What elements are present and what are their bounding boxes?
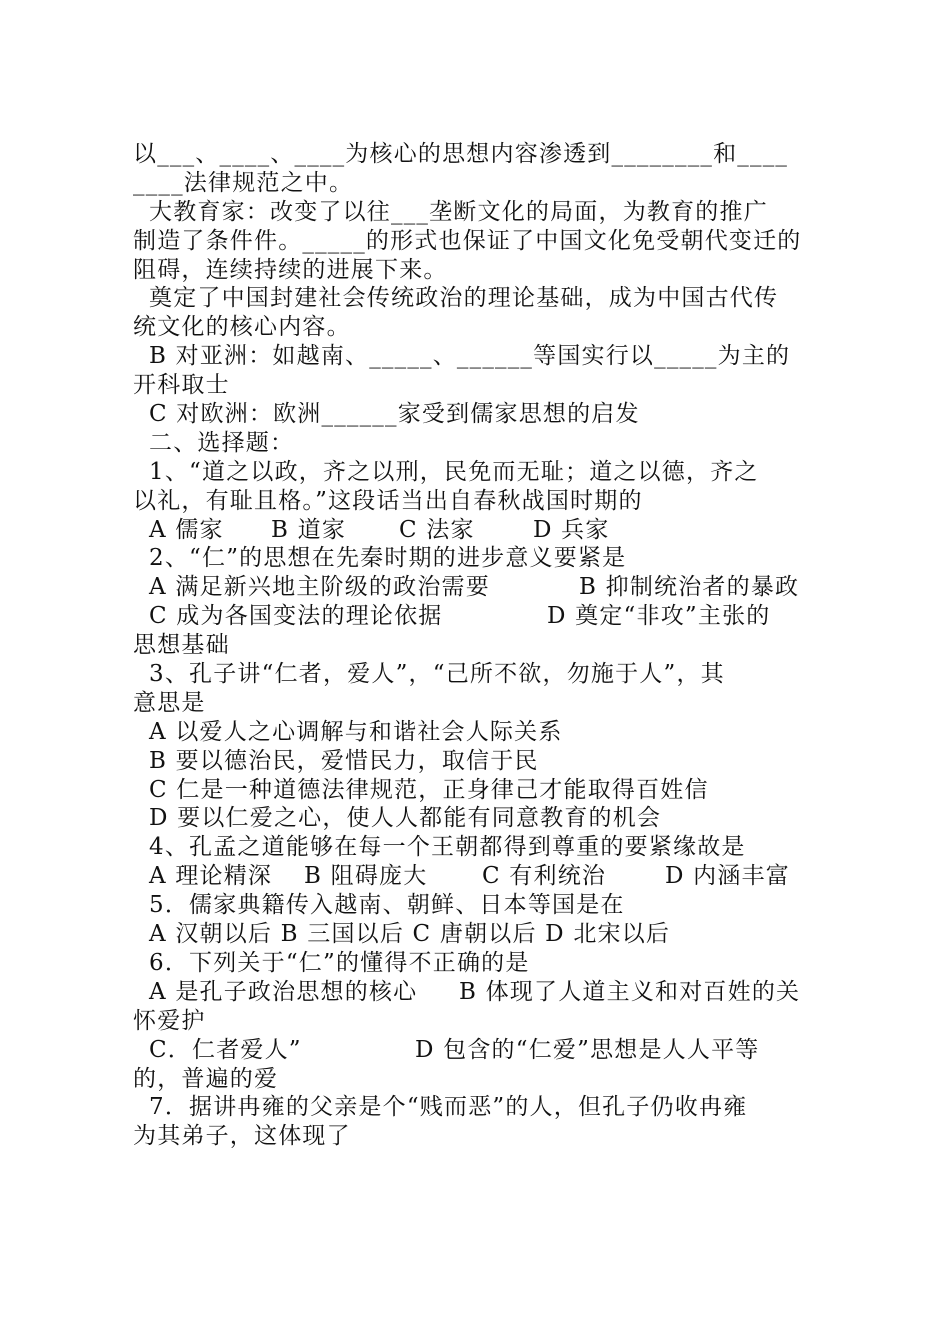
question-6-options-row2 [133,1036,823,1065]
question-6-options-row1 [133,978,823,1007]
text-line: C 对欧洲：欧洲______家受到儒家思想的启发 [149,401,640,428]
document-body [133,140,823,1151]
question-7-stem-cont: 为其弟子，这体现了 [133,1123,351,1150]
question-2-options-row1 [133,573,823,602]
option-b: B 要以德治民，爱惜民力，取信于民 [149,747,539,774]
question-7-stem: 7．据讲冉雍的父亲是个“贱而恶”的人，但孔子仍收冉雍 [149,1094,748,1121]
text-line: 开科取士 [133,372,230,399]
option-a: A 理论精深 [149,863,273,890]
question-1-stem-cont: 以礼，有耻且格。”这段话当出自春秋战国时期的 [133,487,643,514]
question-1-options [133,516,823,545]
text-line: ____法律规范之中。 [133,169,354,196]
question-3-stem-cont: 意思是 [133,689,206,716]
option-b: B 道家 [271,516,347,543]
option-d: D 奠定“非攻”主张的 [547,603,771,630]
option-b: B 体现了人道主义和对百姓的关 [459,978,801,1005]
option-d: D 要以仁爱之心，使人人都能有同意教育的机会 [149,805,662,832]
text-line: 阻碍，连续持续的进展下来。 [133,256,448,283]
option-b: B 抑制统治者的暴政 [579,574,800,601]
option-b-cont: 怀爱护 [133,1007,206,1034]
question-4-stem: 4、孔孟之道能够在每一个王朝都得到尊重的要紧缘故是 [149,834,746,861]
option-d-cont: 的，普遍的爱 [133,1065,279,1092]
option-d: D 内涵丰富 [665,863,790,890]
option-a: A 儒家 [149,516,224,543]
option-b: B 阻碍庞大 [304,863,428,890]
section-heading: 二、选择题： [149,429,295,456]
option-c: C 法家 [399,516,475,543]
text-line: 奠定了中国封建社会传统政治的理论基础，成为中国古代传 [149,285,779,312]
option-c: C 成为各国变法的理论依据 [149,603,443,630]
text-line: 大教育家：改变了以往___垄断文化的局面，为教育的推广 [149,198,768,225]
question-2-stem: 2、“仁”的思想在先秦时期的进步意义要紧是 [149,545,627,572]
question-4-options [133,862,823,891]
option-a: A 满足新兴地主阶级的政治需要 [149,574,490,601]
option-c: C 仁是一种道德法律规范，正身律己才能取得百姓信 [149,776,709,803]
question-5-options: A 汉朝以后 B 三国以后 C 唐朝以后 D 北宋以后 [149,921,671,948]
option-a: A 是孔子政治思想的核心 [149,978,418,1005]
option-a: A 以爱人之心调解与和谐社会人际关系 [149,718,563,745]
option-d: D 兵家 [533,516,610,543]
question-3-stem: 3、孔子讲“仁者，爱人”，“己所不欲，勿施于人”，其 [149,661,725,688]
question-2-options-row2 [133,602,823,631]
text-line: 统文化的核心内容。 [133,314,351,341]
question-1-stem: 1、“道之以政，齐之以刑，民免而无耻；道之以德，齐之 [149,458,759,485]
option-d: D 包含的“仁爱”思想是人人平等 [415,1036,760,1063]
text-line: 制造了条件件。_____的形式也保证了中国文化免受朝代变迁的 [133,227,802,254]
question-5-stem: 5．儒家典籍传入越南、朝鲜、日本等国是在 [149,892,625,919]
question-6-stem: 6．下列关于“仁”的懂得不正确的是 [149,949,530,976]
option-d-cont: 思想基础 [133,632,230,659]
text-line: 以___、____、____为核心的思想内容渗透到________和____ [133,141,789,167]
text-line: B 对亚洲：如越南、_____、______等国实行以_____为主的 [149,343,791,370]
option-c: C 有利统治 [482,863,607,890]
option-c: C．仁者爱人” [149,1036,302,1063]
